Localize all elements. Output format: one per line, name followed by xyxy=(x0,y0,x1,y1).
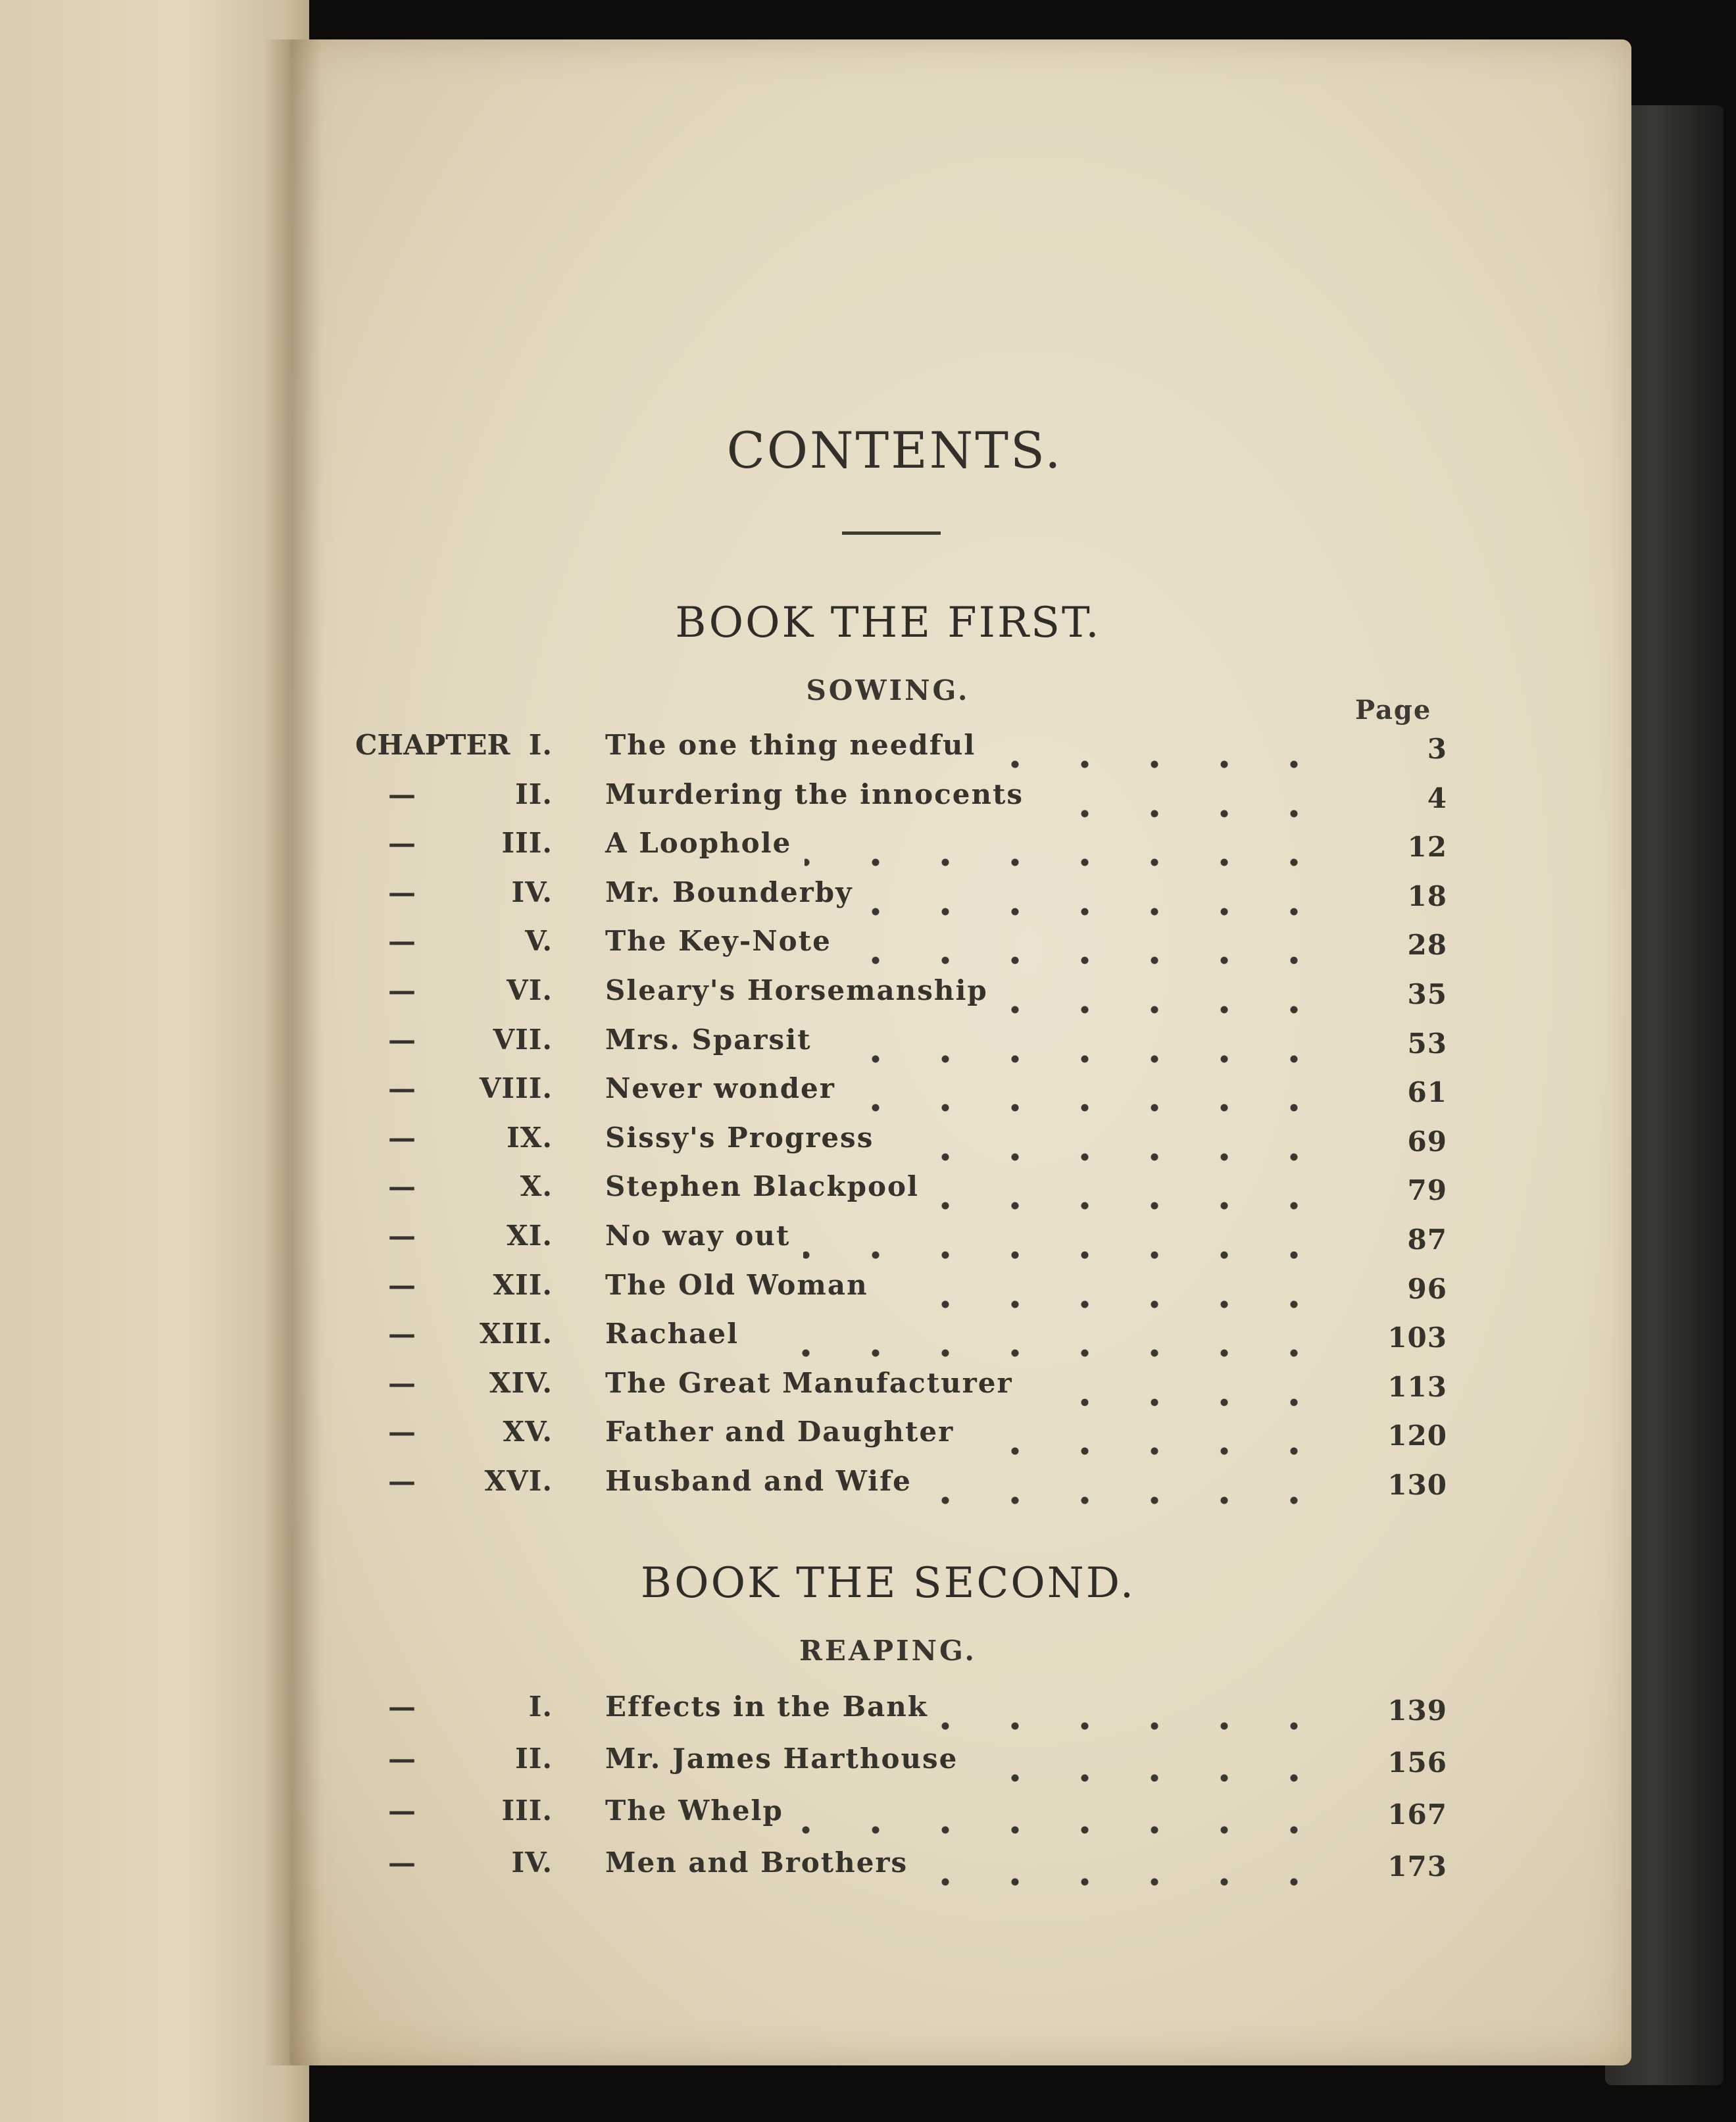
chapter-title: Men and Brothers xyxy=(605,1846,908,1879)
chapter-page-number: 69 xyxy=(1407,1125,1447,1158)
chapter-row xyxy=(355,1318,1447,1357)
chapter-row xyxy=(355,729,1447,768)
chapter-row xyxy=(355,925,1447,964)
leader-dots xyxy=(989,729,1329,768)
chapter-page-number: 35 xyxy=(1407,978,1447,1010)
book-second-heading: BOOK THE SECOND. xyxy=(640,1559,1136,1608)
leader-dots xyxy=(752,1318,1329,1357)
chapter-dash: — xyxy=(388,925,416,958)
chapter-number: VI. xyxy=(507,974,553,1006)
chapter-dash: — xyxy=(388,1416,416,1448)
chapter-title: The one thing needful xyxy=(605,729,976,761)
chapter-row xyxy=(355,1269,1447,1308)
chapter-number: XII. xyxy=(493,1268,553,1301)
chapter-page-number: 87 xyxy=(1407,1223,1447,1256)
chapter-dash: — xyxy=(388,1366,416,1399)
chapter-row xyxy=(355,1072,1447,1112)
leader-dots xyxy=(866,876,1329,916)
chapter-title: Father and Daughter xyxy=(605,1416,955,1448)
chapter-page-number: 120 xyxy=(1387,1419,1447,1452)
chapter-title: Sissy's Progress xyxy=(605,1121,874,1154)
chapter-row xyxy=(355,778,1447,818)
chapter-row xyxy=(355,1690,1447,1730)
chapter-dash: — xyxy=(388,1846,416,1879)
leader-dots xyxy=(803,1220,1329,1259)
book-second-subtitle: REAPING. xyxy=(799,1635,978,1667)
chapter-page-number: 167 xyxy=(1387,1798,1447,1831)
chapter-dash: — xyxy=(388,1072,416,1105)
chapter-number: II. xyxy=(515,777,553,810)
chapter-number: II. xyxy=(515,1742,553,1775)
chapter-dash: — xyxy=(388,876,416,908)
chapter-title: The Great Manufacturer xyxy=(605,1366,1013,1399)
chapter-number: VII. xyxy=(493,1023,553,1056)
chapter-word: CHAPTER xyxy=(355,729,510,761)
chapter-row xyxy=(355,974,1447,1014)
leader-dots xyxy=(932,1170,1329,1210)
title-divider xyxy=(842,531,941,535)
chapter-row xyxy=(355,1024,1447,1063)
leader-dots xyxy=(967,1416,1329,1455)
chapter-dash: — xyxy=(388,1742,416,1775)
chapter-title: Husband and Wife xyxy=(605,1465,912,1497)
chapter-page-number: 130 xyxy=(1387,1469,1447,1501)
chapter-number: XV. xyxy=(503,1416,553,1448)
chapter-dash: — xyxy=(388,1465,416,1497)
chapter-dash: — xyxy=(388,1170,416,1203)
chapter-title: Never wonder xyxy=(605,1072,835,1105)
chapter-dash: — xyxy=(388,1023,416,1056)
leader-dots xyxy=(881,1269,1329,1308)
page-title: CONTENTS. xyxy=(726,421,1063,480)
book-first-heading: BOOK THE FIRST. xyxy=(675,599,1101,647)
chapter-title: A Loophole xyxy=(605,827,792,860)
chapter-title: Rachael xyxy=(605,1318,739,1350)
chapter-title: No way out xyxy=(605,1220,791,1252)
chapter-row xyxy=(355,876,1447,916)
leader-dots xyxy=(849,1072,1329,1112)
chapter-dash: — xyxy=(388,1220,416,1252)
chapter-title: The Key-Note xyxy=(605,925,831,958)
chapter-page-number: 53 xyxy=(1407,1027,1447,1060)
chapter-row xyxy=(355,1465,1447,1504)
chapter-number: I. xyxy=(528,729,553,761)
leader-dots xyxy=(941,1690,1329,1730)
chapter-page-number: 4 xyxy=(1427,781,1447,814)
chapter-dash: — xyxy=(388,1121,416,1154)
chapter-dash: — xyxy=(388,1690,416,1723)
chapter-row xyxy=(355,1220,1447,1259)
page-column-label: Page xyxy=(1355,695,1432,726)
leader-dots xyxy=(1037,778,1329,818)
chapter-number: V. xyxy=(525,925,553,958)
chapter-title: Effects in the Bank xyxy=(605,1690,928,1723)
leader-dots xyxy=(1026,1367,1329,1406)
chapter-title: The Old Woman xyxy=(605,1268,868,1301)
chapter-row xyxy=(355,1170,1447,1210)
chapter-number: XIV. xyxy=(489,1366,553,1399)
leader-dots xyxy=(921,1846,1329,1886)
chapter-number: X. xyxy=(520,1170,553,1203)
chapter-number: XI. xyxy=(507,1220,553,1252)
chapter-dash: — xyxy=(388,974,416,1006)
chapter-number: IV. xyxy=(511,876,553,908)
chapter-number: I. xyxy=(528,1690,553,1723)
chapter-title: Mrs. Sparsit xyxy=(605,1023,812,1056)
chapter-title: Stephen Blackpool xyxy=(605,1170,919,1203)
chapter-page-number: 18 xyxy=(1407,879,1447,912)
chapter-number: VIII. xyxy=(479,1072,553,1105)
leader-dots xyxy=(797,1794,1329,1834)
chapter-number: XVI. xyxy=(484,1465,553,1497)
chapter-title: Mr. Bounderby xyxy=(605,876,853,908)
chapter-row xyxy=(355,1742,1447,1782)
chapter-page-number: 173 xyxy=(1387,1850,1447,1883)
chapter-dash: — xyxy=(388,1794,416,1827)
chapter-page-number: 3 xyxy=(1427,733,1447,765)
chapter-dash: — xyxy=(388,1318,416,1350)
chapter-page-number: 139 xyxy=(1387,1694,1447,1727)
chapter-row xyxy=(355,1846,1447,1886)
chapter-number: IX. xyxy=(507,1121,553,1154)
chapter-page-number: 156 xyxy=(1387,1746,1447,1779)
chapter-page-number: 12 xyxy=(1407,831,1447,864)
chapter-number: IV. xyxy=(511,1846,553,1879)
chapter-number: III. xyxy=(501,1794,553,1827)
chapter-number: III. xyxy=(501,827,553,860)
chapter-page-number: 113 xyxy=(1387,1370,1447,1403)
leader-dots xyxy=(825,1024,1329,1063)
chapter-page-number: 79 xyxy=(1407,1174,1447,1207)
leader-dots xyxy=(805,827,1329,866)
chapter-dash: — xyxy=(388,827,416,860)
chapter-row xyxy=(355,1794,1447,1834)
leader-dots xyxy=(845,925,1329,964)
chapter-row xyxy=(355,1122,1447,1161)
leader-dots xyxy=(1001,974,1329,1014)
chapter-page-number: 103 xyxy=(1387,1321,1447,1354)
chapter-page-number: 61 xyxy=(1407,1076,1447,1109)
book-first-subtitle: SOWING. xyxy=(806,674,970,706)
leader-dots xyxy=(887,1122,1329,1161)
chapter-dash: — xyxy=(388,777,416,810)
leader-dots xyxy=(925,1465,1329,1504)
chapter-row xyxy=(355,1416,1447,1455)
chapter-row xyxy=(355,1367,1447,1406)
chapter-dash: — xyxy=(388,1268,416,1301)
chapter-title: Sleary's Horsemanship xyxy=(605,974,988,1006)
chapter-page-number: 28 xyxy=(1407,929,1447,962)
leader-dots xyxy=(971,1742,1329,1782)
chapter-row xyxy=(355,827,1447,866)
chapter-title: The Whelp xyxy=(605,1794,783,1827)
chapter-number: XIII. xyxy=(479,1318,553,1350)
chapter-title: Mr. James Harthouse xyxy=(605,1742,958,1775)
chapter-title: Murdering the innocents xyxy=(605,777,1024,810)
chapter-page-number: 96 xyxy=(1407,1272,1447,1305)
